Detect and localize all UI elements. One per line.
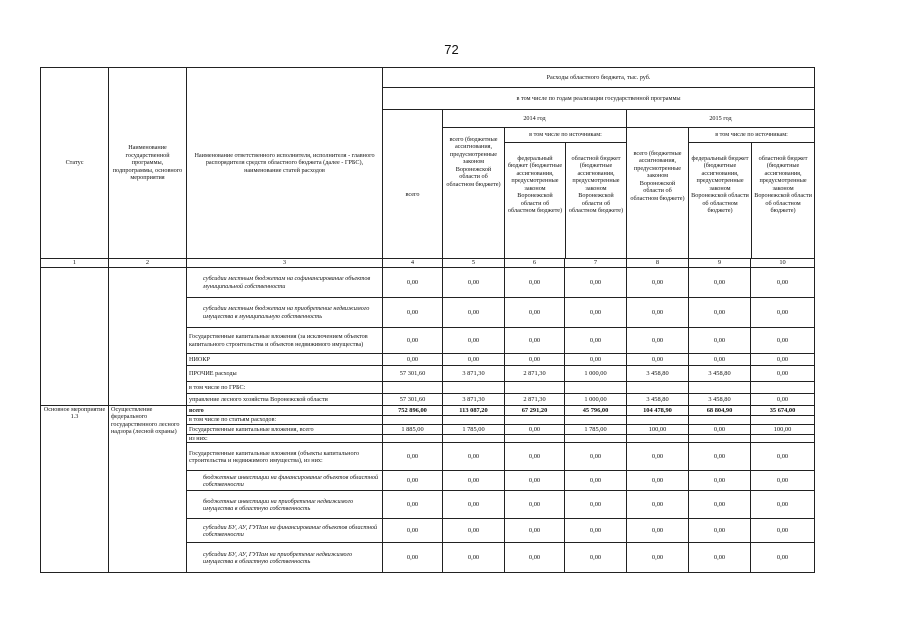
column-number: 4 xyxy=(383,259,443,268)
row-label: в том числе по ГРБС: xyxy=(187,382,383,394)
column-number: 1 xyxy=(41,259,109,268)
header-sources-2014 xyxy=(505,128,627,259)
value-cell: 113 087,20 xyxy=(443,406,505,416)
value-cell: 0,00 xyxy=(627,519,689,543)
row-label: ПРОЧИЕ расходы xyxy=(187,366,383,382)
column-number: 8 xyxy=(627,259,689,268)
value-cell: 3 871,30 xyxy=(443,366,505,382)
value-cell: 45 796,00 xyxy=(565,406,627,416)
column-number: 3 xyxy=(187,259,383,268)
row-label: субсидии местным бюджетам на софинансирование объектов муниципальной собственности xyxy=(187,268,383,298)
value-cell: 0,00 xyxy=(505,354,565,366)
value-cell: 1 885,00 xyxy=(383,425,443,435)
value-cell: 0,00 xyxy=(505,491,565,519)
value-cell xyxy=(689,382,751,394)
value-cell: 0,00 xyxy=(751,519,815,543)
value-cell: 2 871,30 xyxy=(505,394,565,406)
value-cell: 752 896,00 xyxy=(383,406,443,416)
value-cell xyxy=(689,435,751,443)
value-cell: 0,00 xyxy=(689,519,751,543)
value-cell: 0,00 xyxy=(505,298,565,328)
value-cell xyxy=(751,416,815,425)
value-cell: 0,00 xyxy=(627,543,689,573)
value-cell: 0,00 xyxy=(443,354,505,366)
measure-program: Осуществление федерального государственного лесного надзора (лесной охраны) xyxy=(109,406,187,573)
header-expenses: Расходы областного бюджета, тыс. руб. xyxy=(383,68,815,88)
row-label: субсидии БУ, АУ, ГУПам на приобретение недвижимого имущества в областную собственность xyxy=(187,543,383,573)
value-cell: 100,00 xyxy=(627,425,689,435)
value-cell: 0,00 xyxy=(751,354,815,366)
value-cell xyxy=(751,382,815,394)
row-label: субсидии местным бюджетам на приобретение недвижимого имущества в муниципальную собственность xyxy=(187,298,383,328)
header-regional-2015: областной бюджет (бюджетные ассигнования, предусмотренные законом Воронежской области об областном бюджете) xyxy=(754,155,812,215)
column-number: 2 xyxy=(109,259,187,268)
page-number: 72 xyxy=(444,42,459,57)
value-cell: 0,00 xyxy=(383,491,443,519)
row-label: из них: xyxy=(187,435,383,443)
column-number: 9 xyxy=(689,259,751,268)
value-cell: 1 785,00 xyxy=(565,425,627,435)
value-cell: 0,00 xyxy=(689,543,751,573)
value-cell: 0,00 xyxy=(383,443,443,471)
value-cell: 0,00 xyxy=(565,354,627,366)
table-row xyxy=(41,268,815,298)
value-cell xyxy=(565,382,627,394)
value-cell: 3 871,30 xyxy=(443,394,505,406)
value-cell: 0,00 xyxy=(627,298,689,328)
value-cell: 0,00 xyxy=(505,443,565,471)
value-cell: 2 871,30 xyxy=(505,366,565,382)
header-year-2015: 2015 год xyxy=(627,110,815,128)
header-total: всего xyxy=(383,110,443,259)
header-year-2014: 2014 год xyxy=(443,110,627,128)
value-cell: 3 458,80 xyxy=(689,366,751,382)
value-cell: 0,00 xyxy=(443,519,505,543)
value-cell xyxy=(689,416,751,425)
value-cell: 0,00 xyxy=(689,491,751,519)
row-label: в том числе по статьям расходов: xyxy=(187,416,383,425)
header-federal-2014: федеральный бюджет (бюджетные ассигнования, предусмотренные законом Воронежской области об областном бюджете) xyxy=(505,143,566,258)
row-label: Государственные капитальные вложения (за исключением объектов капитального строительства и объектов недвижимого имущества) xyxy=(187,328,383,354)
value-cell xyxy=(443,435,505,443)
value-cell: 0,00 xyxy=(751,471,815,491)
value-cell: 0,00 xyxy=(627,354,689,366)
header-executor: Наименование ответственного исполнителя, исполнителя - главного распорядителя средств областного бюджета (далее - ГРБС), наименование статей расходов xyxy=(187,68,383,259)
value-cell xyxy=(443,382,505,394)
value-cell: 0,00 xyxy=(565,268,627,298)
value-cell xyxy=(443,416,505,425)
value-cell: 0,00 xyxy=(751,268,815,298)
value-cell: 35 674,00 xyxy=(751,406,815,416)
value-cell: 0,00 xyxy=(443,328,505,354)
header-total-2014: всего (бюджетные ассигнования, предусмотренные законом Воронежской области об областном бюджете) xyxy=(443,128,505,259)
value-cell xyxy=(505,416,565,425)
header-by-years: в том числе по годам реализации государственной программы xyxy=(383,88,815,110)
header-total-2015: всего (бюджетные ассигнования, предусмотренные законом Воронежской области об областном бюджете) xyxy=(627,128,689,259)
row-label: Государственные капитальные вложения (объекты капитального строительства и недвижимого имущества), из них: xyxy=(187,443,383,471)
value-cell xyxy=(565,416,627,425)
value-cell: 1 000,00 xyxy=(565,394,627,406)
value-cell: 0,00 xyxy=(565,491,627,519)
value-cell xyxy=(627,435,689,443)
value-cell: 1 785,00 xyxy=(443,425,505,435)
value-cell xyxy=(383,382,443,394)
value-cell: 0,00 xyxy=(505,328,565,354)
value-cell: 0,00 xyxy=(689,354,751,366)
value-cell: 0,00 xyxy=(383,354,443,366)
value-cell: 68 804,90 xyxy=(689,406,751,416)
value-cell: 0,00 xyxy=(383,328,443,354)
value-cell: 0,00 xyxy=(751,394,815,406)
header-by-sources-2014: в том числе по источникам: xyxy=(505,128,626,143)
header-sources-2015 xyxy=(689,128,815,259)
value-cell: 0,00 xyxy=(751,443,815,471)
value-cell: 0,00 xyxy=(565,298,627,328)
value-cell: 0,00 xyxy=(565,543,627,573)
row-label: управление лесного хозяйства Воронежской области xyxy=(187,394,383,406)
value-cell xyxy=(383,416,443,425)
value-cell: 0,00 xyxy=(443,268,505,298)
value-cell: 0,00 xyxy=(443,491,505,519)
value-cell: 0,00 xyxy=(565,328,627,354)
value-cell: 0,00 xyxy=(565,519,627,543)
row-label: всего xyxy=(187,406,383,416)
value-cell xyxy=(751,435,815,443)
value-cell: 0,00 xyxy=(443,298,505,328)
header-by-sources-2015: в том числе по источникам: xyxy=(689,128,814,143)
value-cell: 0,00 xyxy=(383,471,443,491)
program-cell-empty xyxy=(109,268,187,406)
value-cell: 0,00 xyxy=(689,443,751,471)
value-cell: 100,00 xyxy=(751,425,815,435)
value-cell: 0,00 xyxy=(689,298,751,328)
column-number: 5 xyxy=(443,259,505,268)
value-cell: 57 301,60 xyxy=(383,394,443,406)
value-cell: 0,00 xyxy=(627,328,689,354)
row-label: бюджетные инвестиции на приобретение недвижимого имущества в областную собственность xyxy=(187,491,383,519)
column-number: 7 xyxy=(565,259,627,268)
value-cell: 57 301,60 xyxy=(383,366,443,382)
value-cell: 0,00 xyxy=(627,471,689,491)
value-cell: 0,00 xyxy=(443,543,505,573)
value-cell: 0,00 xyxy=(689,268,751,298)
value-cell: 0,00 xyxy=(627,268,689,298)
value-cell: 0,00 xyxy=(689,328,751,354)
value-cell: 0,00 xyxy=(627,443,689,471)
value-cell xyxy=(627,382,689,394)
value-cell xyxy=(627,416,689,425)
value-cell: 0,00 xyxy=(505,268,565,298)
header-status: Статус xyxy=(41,68,109,259)
value-cell: 0,00 xyxy=(751,491,815,519)
value-cell xyxy=(383,435,443,443)
status-cell-empty xyxy=(41,268,109,406)
column-numbers-row xyxy=(41,259,815,268)
value-cell: 0,00 xyxy=(383,543,443,573)
value-cell: 1 000,00 xyxy=(565,366,627,382)
value-cell: 3 458,80 xyxy=(689,394,751,406)
value-cell: 0,00 xyxy=(443,443,505,471)
value-cell: 0,00 xyxy=(751,366,815,382)
budget-table xyxy=(40,67,815,573)
value-cell: 0,00 xyxy=(751,328,815,354)
value-cell xyxy=(565,435,627,443)
measure-status: Основное мероприятие 1.3 xyxy=(41,406,109,573)
value-cell: 0,00 xyxy=(689,471,751,491)
value-cell: 3 458,80 xyxy=(627,366,689,382)
value-cell: 0,00 xyxy=(383,519,443,543)
header-federal-2015: федеральный бюджет (бюджетные ассигнования, предусмотренные законом Воронежской области об областном бюджете) xyxy=(689,143,752,258)
row-label: субсидии БУ, АУ, ГУПам на финансирование объектов областной собственности xyxy=(187,519,383,543)
value-cell: 0,00 xyxy=(505,425,565,435)
table-row xyxy=(41,406,815,416)
value-cell: 0,00 xyxy=(565,471,627,491)
value-cell: 0,00 xyxy=(383,298,443,328)
value-cell: 0,00 xyxy=(505,471,565,491)
column-number: 6 xyxy=(505,259,565,268)
column-number: 10 xyxy=(751,259,815,268)
value-cell: 0,00 xyxy=(443,471,505,491)
row-label: бюджетные инвестиции на финансирование объектов областной собственности xyxy=(187,471,383,491)
row-label: Государственные капитальные вложения, всего xyxy=(187,425,383,435)
header-program-name: Наименование государственной программы, подпрограммы, основного мероприятия xyxy=(109,68,187,259)
header-regional-2014: областной бюджет (бюджетные ассигнования, предусмотренные законом Воронежской области об областном бюджете) xyxy=(568,155,624,215)
value-cell: 0,00 xyxy=(689,425,751,435)
row-label: НИОКР xyxy=(187,354,383,366)
value-cell: 0,00 xyxy=(751,543,815,573)
value-cell: 0,00 xyxy=(505,543,565,573)
value-cell xyxy=(505,435,565,443)
value-cell: 0,00 xyxy=(383,268,443,298)
value-cell: 0,00 xyxy=(565,443,627,471)
value-cell: 104 478,90 xyxy=(627,406,689,416)
value-cell: 67 291,20 xyxy=(505,406,565,416)
value-cell: 0,00 xyxy=(505,519,565,543)
value-cell: 3 458,80 xyxy=(627,394,689,406)
value-cell: 0,00 xyxy=(751,298,815,328)
value-cell xyxy=(505,382,565,394)
value-cell: 0,00 xyxy=(627,491,689,519)
